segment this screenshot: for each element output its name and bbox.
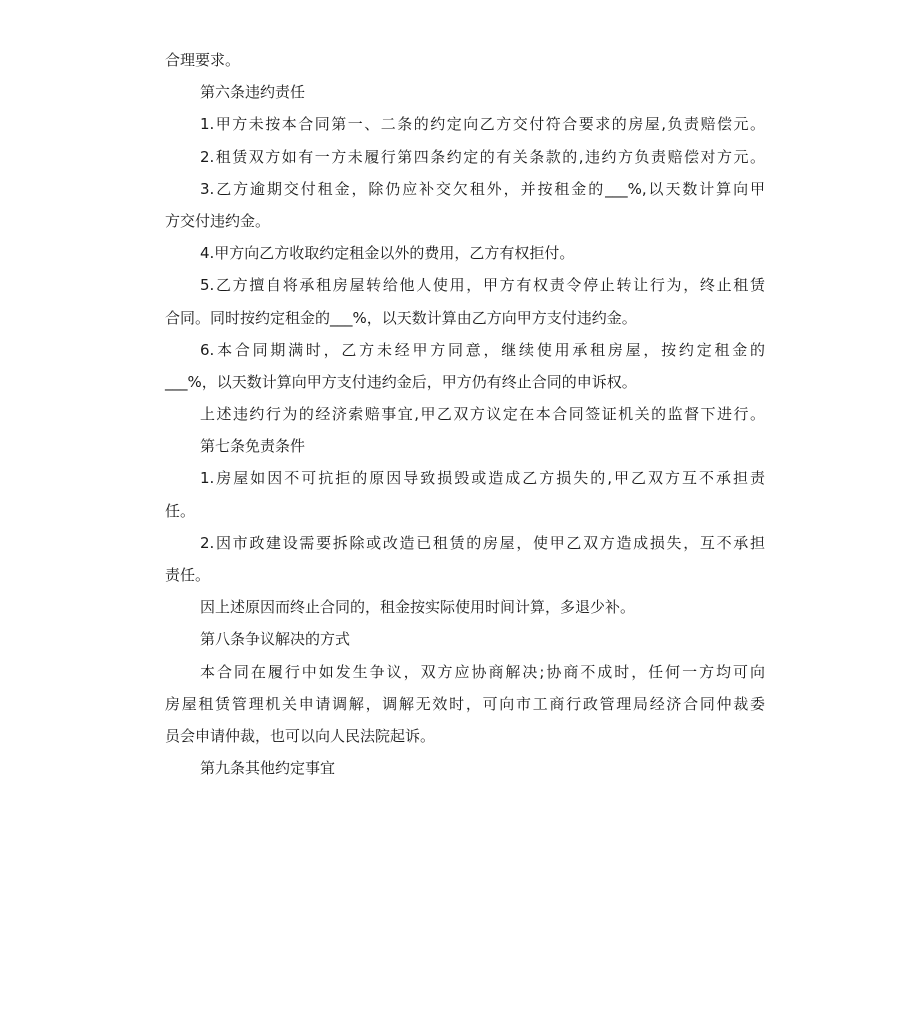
text-line: 4.甲方向乙方收取约定租金以外的费用，乙方有权拒付。 [200,244,575,263]
text-line: 任。 [165,501,196,520]
text-line: 员会申请仲裁，也可以向人民法院起诉。 [165,726,436,745]
text-line: 6.本合同期满时，乙方未经甲方同意，继续使用承租房屋，按约定租金的 [200,340,765,359]
text-line: 方交付违约金。 [165,211,271,230]
document-page [165,44,765,784]
text-line: 合理要求。 [165,51,241,69]
section-heading-article-6: 第六条违约责任 [200,83,306,102]
text-line: 5.乙方擅自将承租房屋转给他人使用，甲方有权责令停止转让行为，终止租赁 [200,276,765,295]
text-line: 因上述原因而终止合同的，租金按实际使用时间计算，多退少补。 [200,598,636,617]
text-line: 本合同在履行中如发生争议，双方应协商解决;协商不成时，任何一方均可向 [200,662,765,681]
text-line: 2.因市政建设需要拆除或改造已租赁的房屋，使甲乙双方造成损失，互不承担 [200,533,765,552]
section-heading-article-8: 第八条争议解决的方式 [200,630,351,649]
text-line: 1.房屋如因不可抗拒的原因导致损毁或造成乙方损失的,甲乙双方互不承担责 [200,469,765,488]
text-line: 房屋租赁管理机关申请调解，调解无效时，可向市工商行政管理局经济合同仲裁委 [165,694,765,713]
text-line: 3.乙方逾期交付租金，除仍应补交欠租外，并按租金的___%,以天数计算向甲 [200,179,765,198]
text-line: 1.甲方未按本合同第一、二条的约定向乙方交付符合要求的房屋,负责赔偿元。 [200,115,765,134]
text-line: 合同。同时按约定租金的___%，以天数计算由乙方向甲方支付违约金。 [165,308,637,327]
text-line: 责任。 [165,566,211,584]
section-heading-article-9: 第九条其他约定事宜 [200,759,336,778]
section-heading-article-7: 第七条免责条件 [200,437,306,456]
text-line: 2.租赁双方如有一方未履行第四条约定的有关条款的,违约方负责赔偿对方元。 [200,147,765,166]
text-line: 上述违约行为的经济索赔事宜,甲乙双方议定在本合同签证机关的监督下进行。 [200,405,765,424]
text-line: ___%，以天数计算向甲方支付违约金后，甲方仍有终止合同的申诉权。 [165,372,637,391]
